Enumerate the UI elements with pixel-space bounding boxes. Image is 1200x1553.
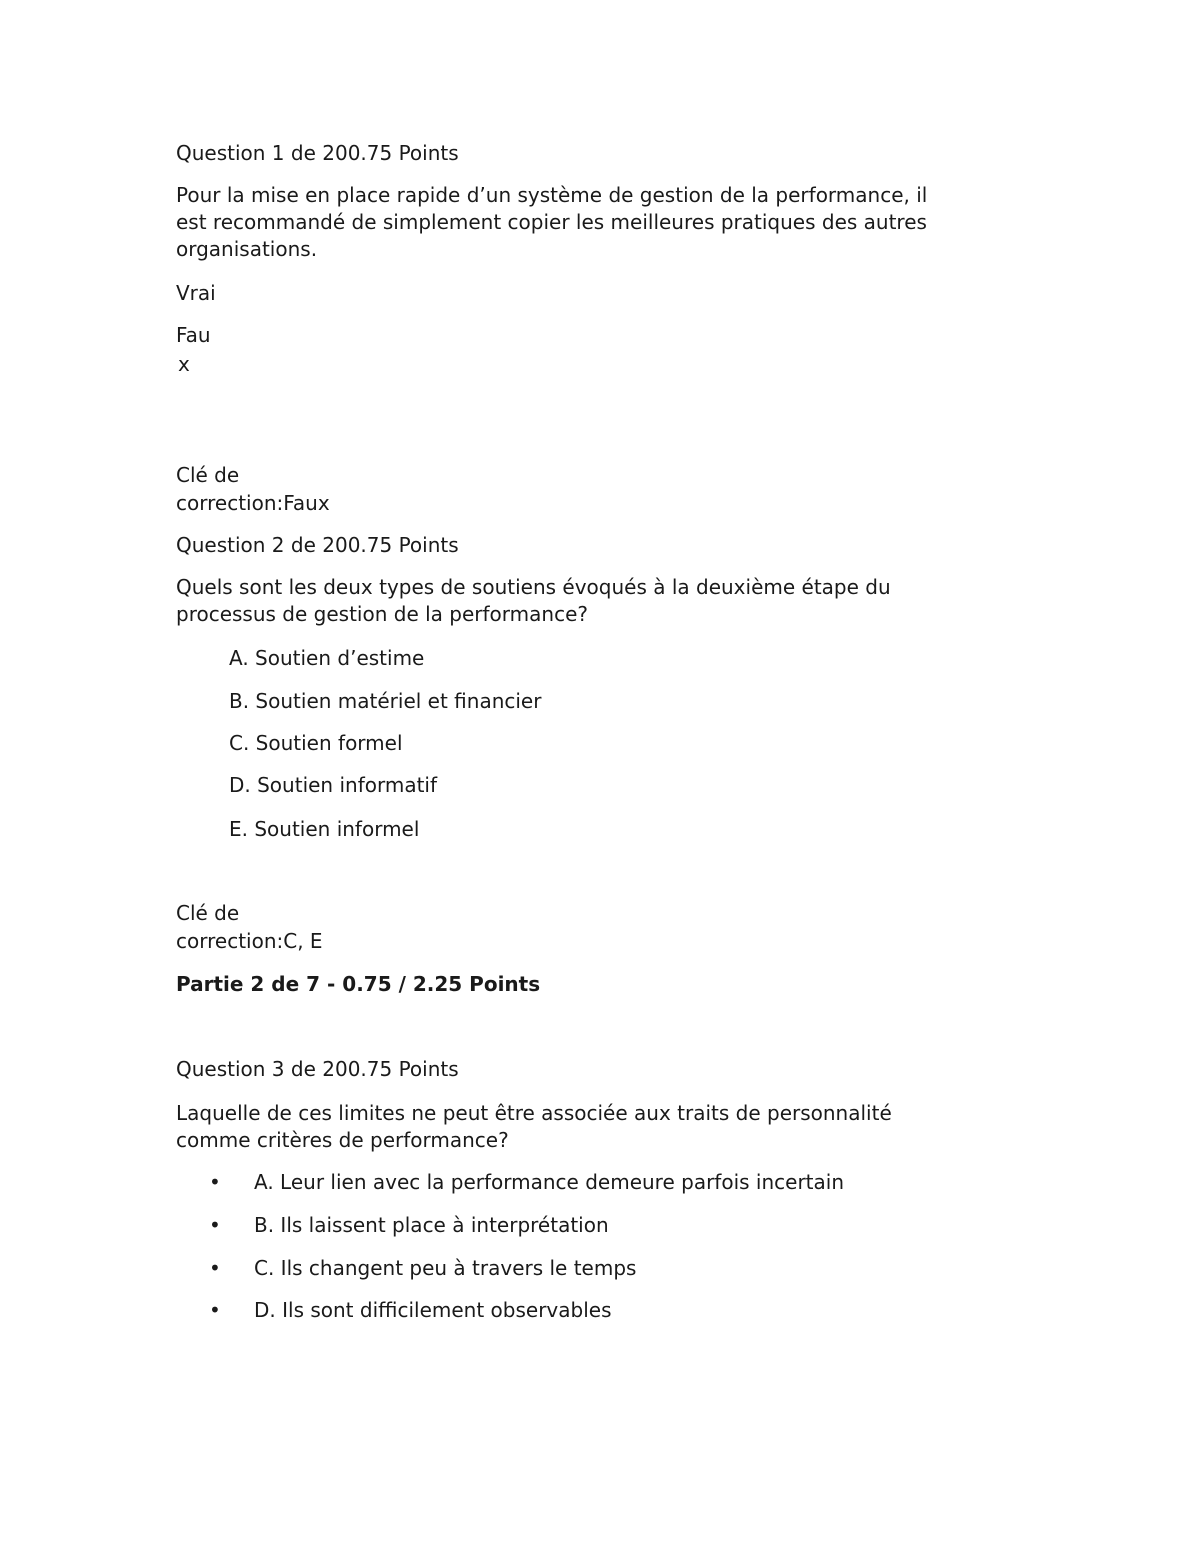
question-1-text-line: Pour la mise en place rapide d’un système de gestion de la performance, il — [176, 183, 928, 207]
question-3-option-d-text: D. Ils sont difficilement observables — [254, 1298, 612, 1322]
question-2-text — [176, 574, 1016, 628]
question-1-key-label: Clé de — [176, 463, 240, 487]
question-2-text-line: processus de gestion de la performance? — [176, 602, 588, 626]
question-3-header: Question 3 de 200.75 Points — [176, 1057, 459, 1081]
question-2-header: Question 2 de 200.75 Points — [176, 533, 459, 557]
question-3-text-line: Laquelle de ces limites ne peut être associée aux traits de personnalité — [176, 1101, 892, 1125]
bullet-icon: • — [209, 1298, 221, 1322]
part-title: Partie 2 de 7 - 0.75 / 2.25 Points — [176, 972, 541, 996]
question-3-option-c-text: C. Ils changent peu à travers le temps — [254, 1256, 637, 1280]
question-1-text-line: organisations. — [176, 237, 318, 261]
question-1-option-faux: Fau — [176, 323, 211, 347]
bullet-icon: • — [209, 1170, 221, 1194]
question-2-key-label: Clé de — [176, 901, 240, 925]
question-3-text — [176, 1100, 1016, 1154]
question-2-option-b: B. Soutien matériel et financier — [229, 689, 542, 713]
question-1-selected-mark: x — [178, 352, 190, 376]
question-2-key-value: correction:C, E — [176, 929, 323, 953]
question-2-option-c: C. Soutien formel — [229, 731, 403, 755]
question-1-text — [176, 182, 1016, 263]
question-1-option-vrai: Vrai — [176, 281, 216, 305]
bullet-icon: • — [209, 1256, 221, 1280]
bullet-icon: • — [209, 1213, 221, 1237]
question-2-option-d: D. Soutien informatif — [229, 773, 438, 797]
question-2-text-line: Quels sont les deux types de soutiens évoqués à la deuxième étape du — [176, 575, 891, 599]
question-3-option-a-text: A. Leur lien avec la performance demeure parfois incertain — [254, 1170, 844, 1194]
question-1-key-value: correction:Faux — [176, 491, 330, 515]
question-3-option-b-text: B. Ils laissent place à interprétation — [254, 1213, 609, 1237]
question-1-text-line: est recommandé de simplement copier les meilleures pratiques des autres — [176, 210, 927, 234]
question-2-option-e: E. Soutien informel — [229, 817, 420, 841]
question-3-text-line: comme critères de performance? — [176, 1128, 509, 1152]
question-2-option-a: A. Soutien d’estime — [229, 646, 425, 670]
question-1-header: Question 1 de 200.75 Points — [176, 141, 459, 165]
